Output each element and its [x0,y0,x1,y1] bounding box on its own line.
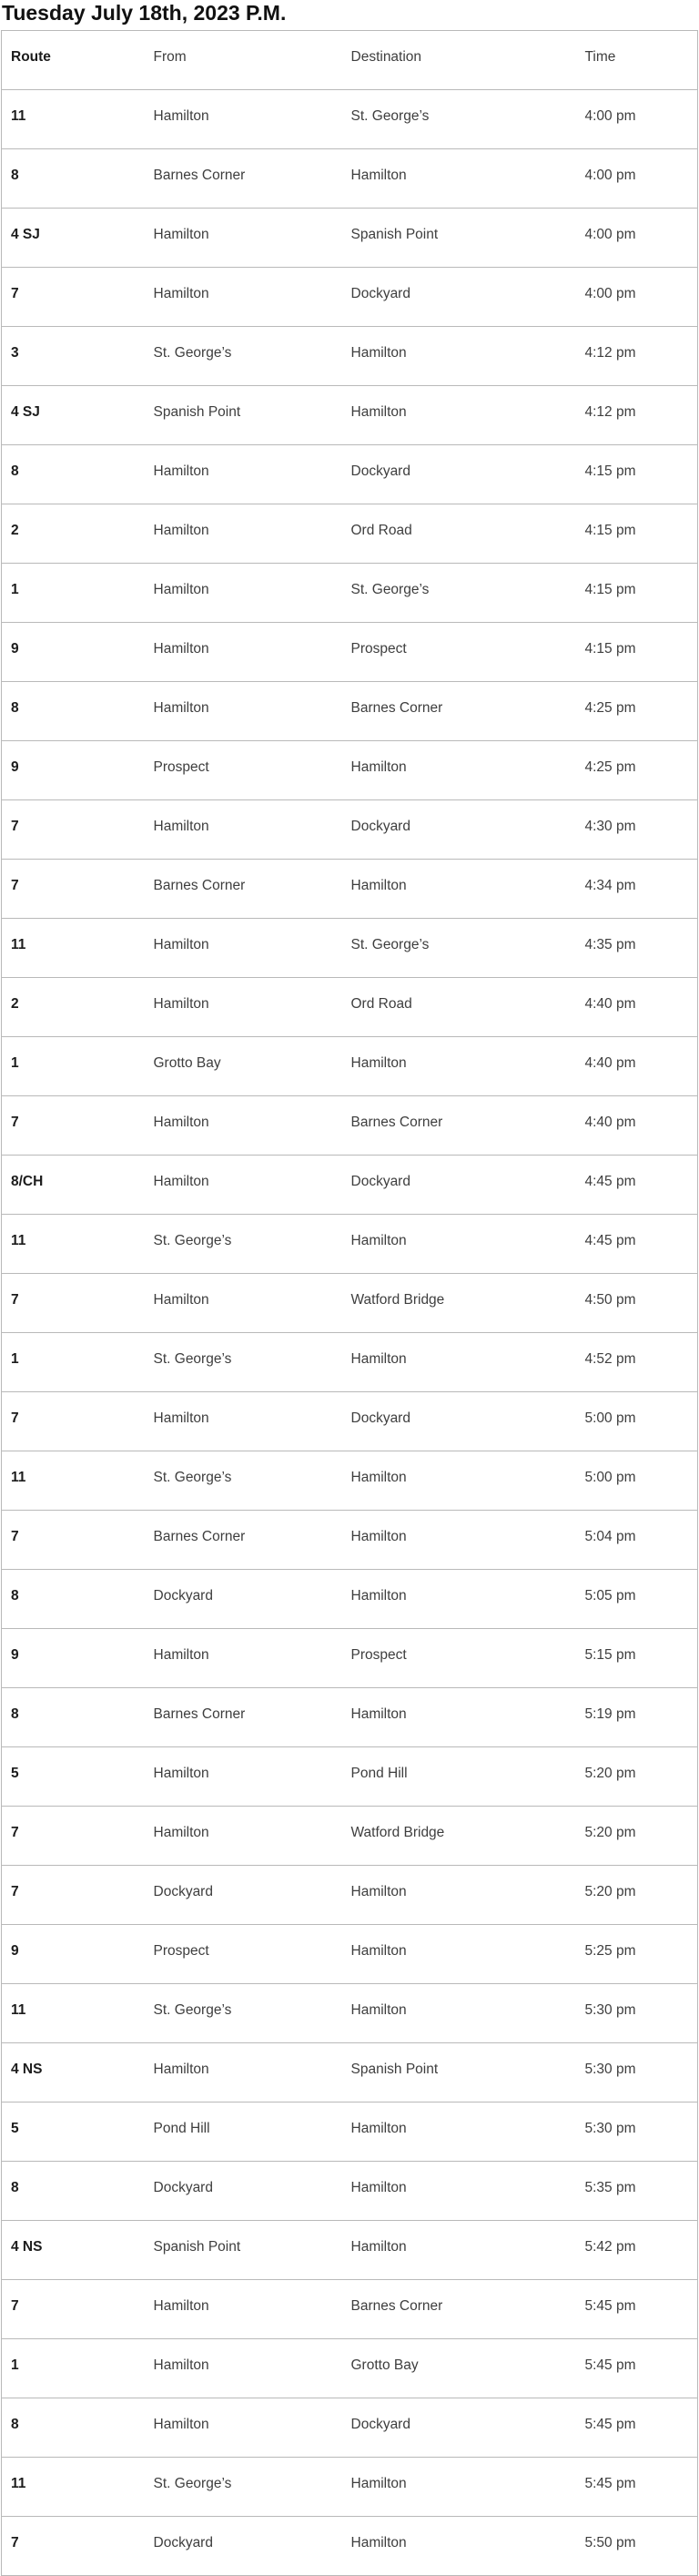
from-cell: Spanish Point [145,386,342,445]
destination-cell: Hamilton [342,2458,576,2517]
time-cell: 5:00 pm [576,1392,698,1451]
route-cell: 1 [2,2339,145,2398]
table-row [2,2517,698,2576]
time-cell: 5:30 pm [576,1984,698,2043]
from-cell: Hamilton [145,1392,342,1451]
time-cell: 4:35 pm [576,919,698,978]
table-row [2,2221,698,2280]
table-row [2,1037,698,1096]
time-cell: 5:00 pm [576,1451,698,1511]
header-route: Route [2,31,145,90]
table-row [2,564,698,623]
destination-cell: St. George’s [342,564,576,623]
time-cell: 5:20 pm [576,1807,698,1866]
destination-cell: Spanish Point [342,2043,576,2103]
time-cell: 4:34 pm [576,860,698,919]
from-cell: Hamilton [145,623,342,682]
route-cell: 8 [2,1570,145,1629]
route-cell: 4 SJ [2,209,145,268]
table-row [2,1984,698,2043]
destination-cell: Dockyard [342,445,576,504]
time-cell: 5:20 pm [576,1747,698,1807]
route-cell: 7 [2,860,145,919]
time-cell: 4:52 pm [576,1333,698,1392]
route-cell: 1 [2,564,145,623]
route-cell: 5 [2,1747,145,1807]
time-cell: 4:45 pm [576,1215,698,1274]
table-row [2,149,698,209]
time-cell: 4:00 pm [576,209,698,268]
from-cell: Hamilton [145,919,342,978]
destination-cell: Hamilton [342,1688,576,1747]
time-cell: 5:15 pm [576,1629,698,1688]
from-cell: Hamilton [145,1629,342,1688]
time-cell: 4:40 pm [576,978,698,1037]
destination-cell: Hamilton [342,1511,576,1570]
from-cell: St. George’s [145,327,342,386]
table-row [2,1866,698,1925]
time-cell: 5:25 pm [576,1925,698,1984]
route-cell: 9 [2,623,145,682]
route-cell: 7 [2,1511,145,1570]
destination-cell: Barnes Corner [342,2280,576,2339]
time-cell: 5:35 pm [576,2162,698,2221]
table-row [2,2280,698,2339]
header-destination: Destination [342,31,576,90]
route-cell: 5 [2,2103,145,2162]
table-row [2,2162,698,2221]
table-row [2,268,698,327]
from-cell: Hamilton [145,1274,342,1333]
from-cell: Hamilton [145,504,342,564]
from-cell: Hamilton [145,2280,342,2339]
destination-cell: Hamilton [342,1333,576,1392]
destination-cell: Pond Hill [342,1747,576,1807]
from-cell: Hamilton [145,564,342,623]
route-cell: 9 [2,1629,145,1688]
from-cell: Hamilton [145,978,342,1037]
route-cell: 4 NS [2,2043,145,2103]
destination-cell: Dockyard [342,1156,576,1215]
from-cell: Barnes Corner [145,860,342,919]
destination-cell: Ord Road [342,504,576,564]
time-cell: 4:12 pm [576,327,698,386]
table-row [2,2103,698,2162]
table-row [2,978,698,1037]
from-cell: St. George’s [145,1333,342,1392]
time-cell: 4:25 pm [576,682,698,741]
route-cell: 7 [2,2517,145,2576]
from-cell: Spanish Point [145,2221,342,2280]
time-cell: 5:05 pm [576,1570,698,1629]
route-cell: 7 [2,1392,145,1451]
from-cell: Hamilton [145,1156,342,1215]
table-row [2,1215,698,1274]
from-cell: Dockyard [145,1866,342,1925]
from-cell: St. George’s [145,1984,342,2043]
time-cell: 4:45 pm [576,1156,698,1215]
table-row [2,623,698,682]
table-row [2,1511,698,1570]
from-cell: St. George’s [145,2458,342,2517]
table-row [2,2398,698,2458]
time-cell: 5:45 pm [576,2339,698,2398]
time-cell: 5:30 pm [576,2043,698,2103]
route-cell: 3 [2,327,145,386]
bus-schedule-table [1,30,698,2576]
table-row [2,1392,698,1451]
time-cell: 4:12 pm [576,386,698,445]
destination-cell: Hamilton [342,2162,576,2221]
time-cell: 4:15 pm [576,504,698,564]
route-cell: 7 [2,1866,145,1925]
time-cell: 5:45 pm [576,2398,698,2458]
destination-cell: Spanish Point [342,209,576,268]
destination-cell: Hamilton [342,149,576,209]
table-row [2,445,698,504]
table-row [2,90,698,149]
route-cell: 7 [2,1274,145,1333]
destination-cell: Barnes Corner [342,1096,576,1156]
destination-cell: Prospect [342,1629,576,1688]
destination-cell: Dockyard [342,2398,576,2458]
destination-cell: Hamilton [342,1451,576,1511]
table-row [2,1570,698,1629]
destination-cell: Hamilton [342,1037,576,1096]
time-cell: 4:15 pm [576,623,698,682]
route-cell: 8 [2,2162,145,2221]
table-row [2,386,698,445]
time-cell: 5:42 pm [576,2221,698,2280]
table-row [2,1274,698,1333]
route-cell: 7 [2,2280,145,2339]
route-cell: 11 [2,1984,145,2043]
route-cell: 2 [2,978,145,1037]
route-cell: 1 [2,1333,145,1392]
destination-cell: Hamilton [342,1570,576,1629]
from-cell: Hamilton [145,268,342,327]
time-cell: 4:25 pm [576,741,698,800]
route-cell: 8 [2,682,145,741]
table-row [2,1688,698,1747]
route-cell: 11 [2,90,145,149]
destination-cell: Dockyard [342,800,576,860]
table-body [2,90,698,2576]
from-cell: Barnes Corner [145,1511,342,1570]
from-cell: Dockyard [145,2517,342,2576]
time-cell: 5:20 pm [576,1866,698,1925]
route-cell: 8/CH [2,1156,145,1215]
time-cell: 5:19 pm [576,1688,698,1747]
page-title: Tuesday July 18th, 2023 P.M. [2,1,287,25]
destination-cell: Dockyard [342,268,576,327]
route-cell: 1 [2,1037,145,1096]
route-cell: 4 SJ [2,386,145,445]
destination-cell: Hamilton [342,1984,576,2043]
destination-cell: Grotto Bay [342,2339,576,2398]
header-from: From [145,31,342,90]
route-cell: 8 [2,149,145,209]
route-cell: 11 [2,919,145,978]
route-cell: 9 [2,1925,145,1984]
route-cell: 8 [2,2398,145,2458]
from-cell: Pond Hill [145,2103,342,2162]
from-cell: Hamilton [145,1747,342,1807]
time-cell: 4:15 pm [576,564,698,623]
route-cell: 8 [2,1688,145,1747]
destination-cell: Watford Bridge [342,1274,576,1333]
table-row [2,1333,698,1392]
destination-cell: Hamilton [342,2103,576,2162]
route-cell: 11 [2,2458,145,2517]
from-cell: Hamilton [145,800,342,860]
table-row [2,2043,698,2103]
table-row [2,919,698,978]
time-cell: 4:00 pm [576,149,698,209]
table-header-row [2,31,698,90]
from-cell: Barnes Corner [145,1688,342,1747]
destination-cell: Watford Bridge [342,1807,576,1866]
table-row [2,2458,698,2517]
from-cell: St. George’s [145,1451,342,1511]
route-cell: 7 [2,800,145,860]
destination-cell: St. George’s [342,90,576,149]
from-cell: Hamilton [145,2043,342,2103]
table-row [2,860,698,919]
time-cell: 5:45 pm [576,2280,698,2339]
destination-cell: Hamilton [342,1925,576,1984]
time-cell: 5:45 pm [576,2458,698,2517]
destination-cell: Hamilton [342,2517,576,2576]
table-row [2,741,698,800]
from-cell: St. George’s [145,1215,342,1274]
table-row [2,1451,698,1511]
from-cell: Grotto Bay [145,1037,342,1096]
route-cell: 2 [2,504,145,564]
time-cell: 5:50 pm [576,2517,698,2576]
table-row [2,327,698,386]
route-cell: 9 [2,741,145,800]
time-cell: 5:30 pm [576,2103,698,2162]
time-cell: 4:50 pm [576,1274,698,1333]
destination-cell: Ord Road [342,978,576,1037]
time-cell: 4:40 pm [576,1037,698,1096]
from-cell: Hamilton [145,209,342,268]
header-time: Time [576,31,698,90]
from-cell: Hamilton [145,445,342,504]
time-cell: 4:40 pm [576,1096,698,1156]
time-cell: 4:30 pm [576,800,698,860]
from-cell: Dockyard [145,2162,342,2221]
table-row [2,1807,698,1866]
time-cell: 4:15 pm [576,445,698,504]
table-row [2,1096,698,1156]
from-cell: Hamilton [145,682,342,741]
route-cell: 8 [2,445,145,504]
route-cell: 7 [2,1096,145,1156]
table-row [2,1747,698,1807]
from-cell: Prospect [145,1925,342,1984]
destination-cell: Hamilton [342,860,576,919]
from-cell: Hamilton [145,2398,342,2458]
route-cell: 11 [2,1215,145,1274]
table-row [2,504,698,564]
route-cell: 4 NS [2,2221,145,2280]
destination-cell: Hamilton [342,2221,576,2280]
from-cell: Hamilton [145,2339,342,2398]
destination-cell: Hamilton [342,741,576,800]
from-cell: Hamilton [145,1096,342,1156]
time-cell: 4:00 pm [576,90,698,149]
table-row [2,209,698,268]
route-cell: 7 [2,268,145,327]
table-row [2,1925,698,1984]
destination-cell: St. George’s [342,919,576,978]
from-cell: Prospect [145,741,342,800]
table-row [2,682,698,741]
destination-cell: Hamilton [342,1866,576,1925]
destination-cell: Prospect [342,623,576,682]
destination-cell: Hamilton [342,327,576,386]
from-cell: Hamilton [145,90,342,149]
table-row [2,1629,698,1688]
from-cell: Hamilton [145,1807,342,1866]
table-row [2,2339,698,2398]
time-cell: 4:00 pm [576,268,698,327]
destination-cell: Barnes Corner [342,682,576,741]
table-row [2,800,698,860]
from-cell: Barnes Corner [145,149,342,209]
from-cell: Dockyard [145,1570,342,1629]
time-cell: 5:04 pm [576,1511,698,1570]
destination-cell: Hamilton [342,386,576,445]
route-cell: 7 [2,1807,145,1866]
table-row [2,1156,698,1215]
destination-cell: Dockyard [342,1392,576,1451]
route-cell: 11 [2,1451,145,1511]
destination-cell: Hamilton [342,1215,576,1274]
